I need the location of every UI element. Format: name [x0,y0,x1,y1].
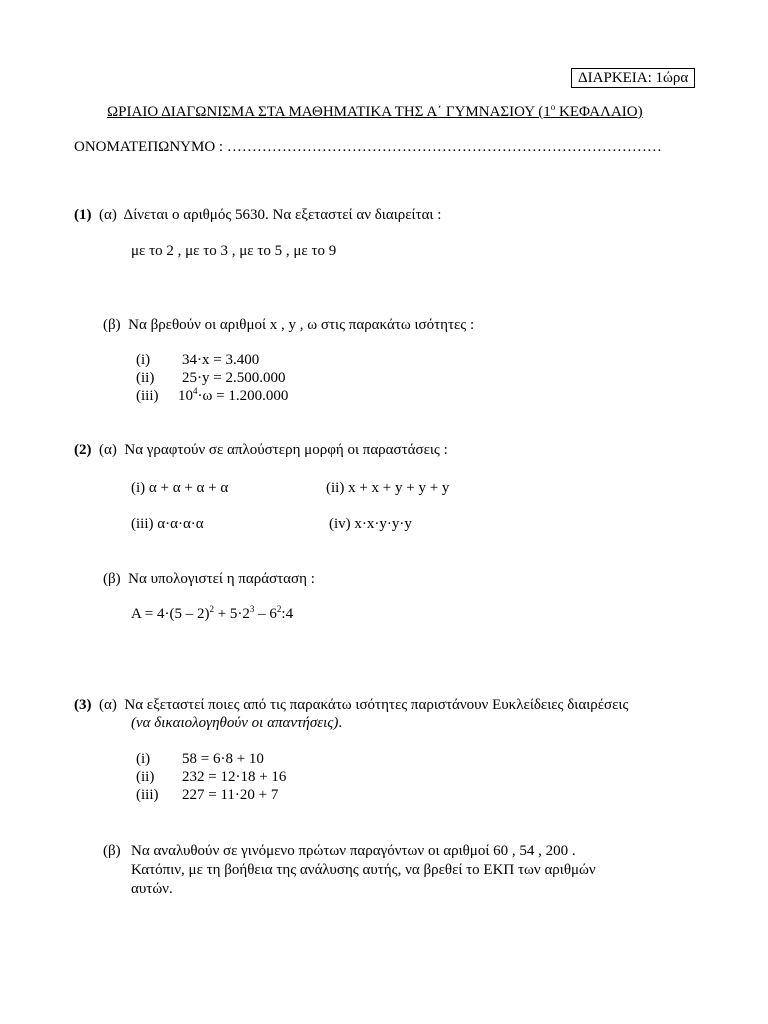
q3-b-label: (β) [103,843,121,859]
q2-b-line [103,570,315,588]
q3-number: (3) [74,697,92,713]
q2-number: (2) [74,442,92,458]
q3-a-note [131,714,342,732]
q1-eq2-label: (ii) [136,370,155,386]
q2-expr-iv: (iv) x·x·y·y·y [329,516,412,532]
q2-expr-i: (i) α + α + α + α [131,480,229,496]
q3-b-line-1: Να αναλυθούν σε γινόμενο πρώτων παραγόντων οι αριθμοί 60 , 54 , 200 . [131,843,576,859]
expr-part-1: Α = 4·(5 – 2) [131,606,210,622]
q3-a-note-text: (να δικαιολογηθούν οι απαντήσεις) [131,715,339,731]
duration-text: ΔΙΑΡΚΕΙΑ: 1ώρα [578,70,689,86]
title-sup: ο [550,102,556,112]
q3-d3: 227 = 11·20 + 7 [182,787,279,803]
q1-a-line [74,206,441,224]
q2-b-text: Να υπολογιστεί η παράσταση : [128,571,315,587]
expr-exp-1: 2 [209,604,214,614]
name-dots: …………………………………………………………………………… [226,139,662,155]
q3-a-note-end: . [338,715,343,731]
q1-eq1: 34·x = 3.400 [182,352,260,368]
q1-eq1-label: (i) [136,352,151,368]
q3-a-line [74,696,628,714]
q3-a-text: Να εξεταστεί ποιες από τις παρακάτω ισότητες παριστάνουν Ευκλείδειες διαιρέσεις [124,697,629,713]
q2-expression-A [131,605,293,623]
q3-d1: 58 = 6·8 + 10 [182,751,264,767]
q1-b-text: Να βρεθούν οι αριθμοί x , y , ω στις παρακάτω ισότητες : [128,317,475,333]
q1-eq3-exponent: 4 [193,386,198,396]
q2-expr-iii: (iii) α·α·α·α [131,516,204,532]
expr-part-3: – 6 [254,606,277,622]
q1-a-options: με το 2 , με το 3 , με το 5 , με το 9 [131,243,337,259]
q3-a-label: (α) [99,697,117,713]
q1-a-label: (α) [99,207,117,223]
title-end: ΚΕΦΑΛΑΙΟ) [555,104,643,120]
q2-a-line [74,441,448,459]
name-line [74,138,662,156]
q3-d1-label: (i) [136,751,151,767]
q3-d3-label: (iii) [136,787,159,803]
name-label: ΟΝΟΜΑΤΕΠΩΝΥΜΟ : [74,139,224,155]
q1-b-label: (β) [103,317,121,333]
q1-eq3-base: 10 [178,388,193,404]
q1-eq3-rest: ·ω = 1.200.000 [197,388,289,404]
title-main: ΩΡΙΑΙΟ ΔΙΑΓΩΝΙΣΜΑ ΣΤΑ ΜΑΘΗΜΑΤΙΚΑ ΤΗΣ Α΄ ΓΥΜΝΑΣΙΟΥ (1 [107,104,551,120]
q3-d2-label: (ii) [136,769,155,785]
q3-d2: 232 = 12·18 + 16 [182,769,287,785]
expr-exp-2: 3 [249,604,255,614]
q1-eq3 [178,387,288,405]
q2-a-text: Να γραφτούν σε απλούστερη μορφή οι παραστάσεις : [124,442,448,458]
q1-eq3-label: (iii) [136,388,159,404]
exam-title [107,103,643,121]
q2-b-label: (β) [103,571,121,587]
duration-box [571,68,695,88]
q2-a-label: (α) [99,442,117,458]
expr-exp-3: 2 [276,604,282,614]
q2-expr-ii: (ii) x + x + y + y + y [326,480,450,496]
q1-a-text: Δίνεται ο αριθμός 5630. Να εξεταστεί αν διαιρείται : [123,207,442,223]
q1-eq2: 25·y = 2.500.000 [182,370,286,386]
q3-b-line-3: αυτών. [131,881,173,897]
expr-part-4: :4 [281,606,294,622]
q1-number: (1) [74,207,92,223]
q1-b-line [103,316,474,334]
q3-b-line-2: Κατόπιν, με τη βοήθεια της ανάλυσης αυτής, να βρεθεί το ΕΚΠ των αριθμών [131,862,596,878]
expr-part-2: + 5·2 [213,606,250,622]
